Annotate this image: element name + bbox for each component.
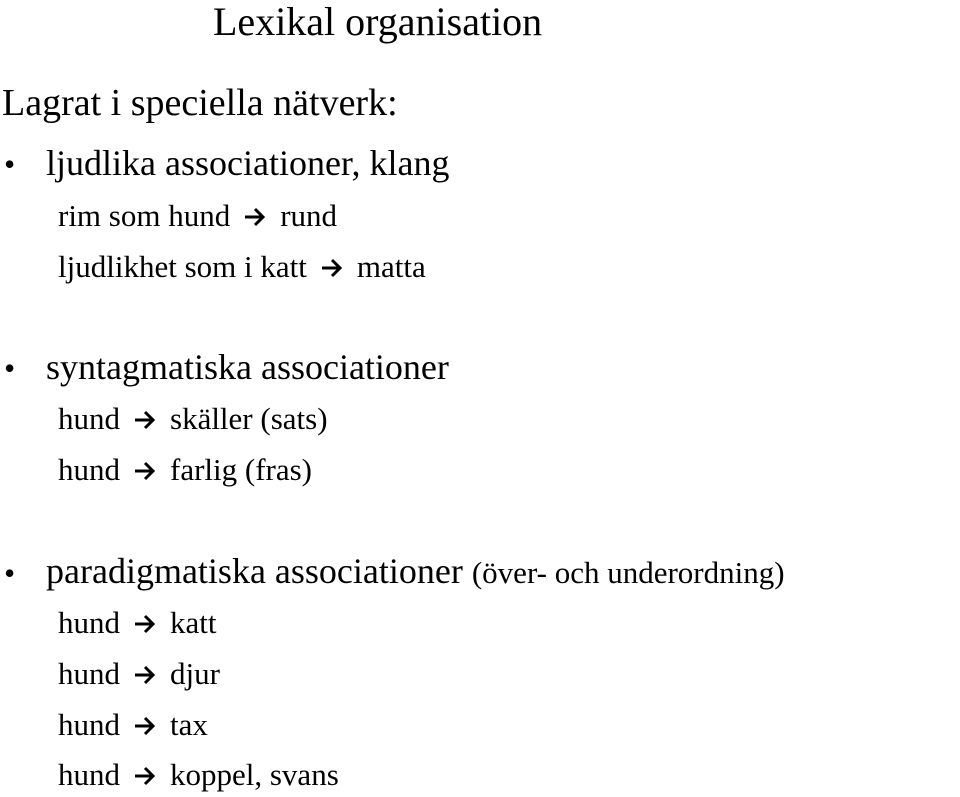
example-row [58,658,220,689]
example-from: rim som hund [58,198,231,233]
example-from: hund [58,656,120,691]
example-row [58,251,426,282]
example-to: skäller (sats) [170,401,328,436]
example-from: hund [58,401,120,436]
example-to: matta [356,249,426,284]
right-arrow-icon [134,765,156,787]
example-row [58,709,208,740]
bullet-icon: • [4,146,16,182]
example-from: ljudlikhet som i katt [58,249,307,284]
page-title: Lexikal organisation [213,0,543,44]
section-heading-text: paradigmatiska associationer [46,551,463,591]
example-to: rund [280,198,338,233]
example-from: hund [58,757,120,792]
example-to: koppel, svans [170,757,339,792]
example-row [58,454,312,485]
example-from: hund [58,452,120,487]
section-heading: syntagmatiska associationer [46,347,449,387]
bullet-icon: • [4,350,16,386]
right-arrow-icon [134,409,156,431]
example-to: katt [170,605,217,640]
example-row [58,607,217,638]
section-heading: ljudlika associationer, klang [46,143,450,183]
right-arrow-icon [134,613,156,635]
right-arrow-icon [134,664,156,686]
example-to: tax [170,707,208,742]
section-note: (över- och underordning) [471,555,785,590]
bullet-icon: • [4,555,16,591]
example-row [58,759,339,790]
section-heading [46,553,785,589]
right-arrow-icon [134,715,156,737]
example-from: hund [58,605,120,640]
example-to: djur [170,656,220,691]
right-arrow-icon [321,257,343,279]
example-from: hund [58,707,120,742]
subtitle: Lagrat i speciella nätverk: [2,82,398,124]
example-row [58,200,337,231]
example-row [58,403,328,434]
right-arrow-icon [134,460,156,482]
example-to: farlig (fras) [170,452,312,487]
right-arrow-icon [244,206,266,228]
